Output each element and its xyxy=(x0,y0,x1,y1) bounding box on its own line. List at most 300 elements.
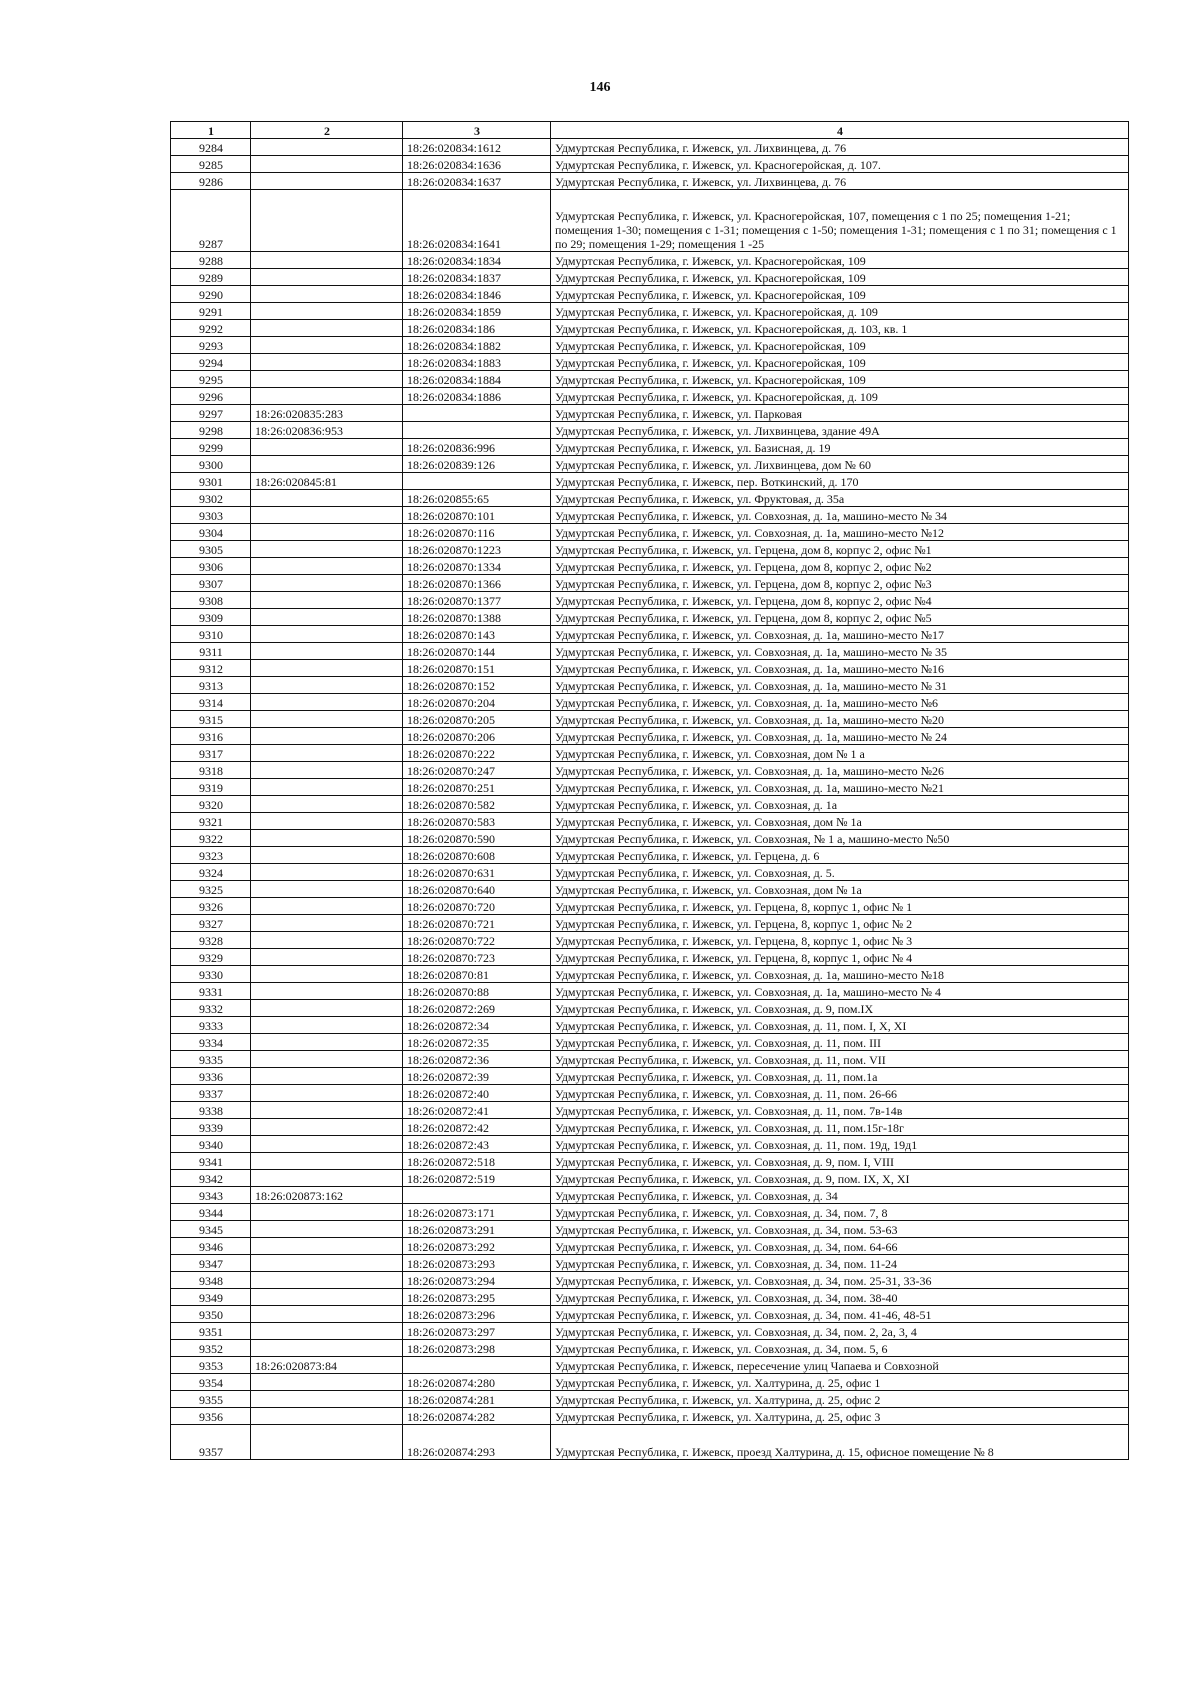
cadastral-block-number xyxy=(251,1136,403,1153)
cadastral-number: 18:26:020873:293 xyxy=(403,1255,551,1272)
table-row xyxy=(171,1136,1129,1153)
row-number: 9328 xyxy=(171,932,251,949)
table-row xyxy=(171,1425,1129,1460)
row-number: 9312 xyxy=(171,660,251,677)
table-row xyxy=(171,507,1129,524)
row-number: 9340 xyxy=(171,1136,251,1153)
cadastral-block-number xyxy=(251,354,403,371)
cadastral-block-number xyxy=(251,813,403,830)
cadastral-number: 18:26:020870:608 xyxy=(403,847,551,864)
cadastral-number xyxy=(403,422,551,439)
cadastral-block-number xyxy=(251,1000,403,1017)
cadastral-number: 18:26:020873:296 xyxy=(403,1306,551,1323)
cadastral-number: 18:26:020870:151 xyxy=(403,660,551,677)
table-row xyxy=(171,1153,1129,1170)
cadastral-block-number xyxy=(251,1221,403,1238)
cadastral-number: 18:26:020870:582 xyxy=(403,796,551,813)
table-row xyxy=(171,898,1129,915)
cadastral-block-number xyxy=(251,711,403,728)
cadastral-number: 18:26:020870:722 xyxy=(403,932,551,949)
address: Удмуртская Республика, г. Ижевск, ул. Совхозная, д. 11, пом.15г-18г xyxy=(551,1119,1129,1136)
table-row xyxy=(171,1119,1129,1136)
cadastral-number: 18:26:020870:205 xyxy=(403,711,551,728)
row-number: 9292 xyxy=(171,320,251,337)
cadastral-block-number xyxy=(251,762,403,779)
cadastral-block-number xyxy=(251,541,403,558)
row-number: 9348 xyxy=(171,1272,251,1289)
cadastral-number: 18:26:020874:281 xyxy=(403,1391,551,1408)
address: Удмуртская Республика, г. Ижевск, ул. Герцена, дом 8, корпус 2, офис №2 xyxy=(551,558,1129,575)
cadastral-block-number xyxy=(251,303,403,320)
address: Удмуртская Республика, г. Ижевск, ул. Совхозная, д. 9, пом. I, VIII xyxy=(551,1153,1129,1170)
address: Удмуртская Республика, г. Ижевск, ул. Герцена, 8, корпус 1, офис № 4 xyxy=(551,949,1129,966)
address: Удмуртская Республика, г. Ижевск, ул. Совхозная, д. 1а, машино-место №16 xyxy=(551,660,1129,677)
cadastral-block-number xyxy=(251,1255,403,1272)
table-row xyxy=(171,1085,1129,1102)
address: Удмуртская Республика, г. Ижевск, ул. Совхозная, д. 1а xyxy=(551,796,1129,813)
cadastral-number: 18:26:020873:295 xyxy=(403,1289,551,1306)
address: Удмуртская Республика, г. Ижевск, ул. Красногеройская, 109 xyxy=(551,252,1129,269)
address: Удмуртская Республика, г. Ижевск, ул. Красногеройская, д. 103, кв. 1 xyxy=(551,320,1129,337)
table-row xyxy=(171,779,1129,796)
row-number: 9285 xyxy=(171,156,251,173)
table-row xyxy=(171,286,1129,303)
row-number: 9317 xyxy=(171,745,251,762)
row-number: 9307 xyxy=(171,575,251,592)
address: Удмуртская Республика, г. Ижевск, ул. Совхозная, д. 34, пом. 41-46, 48-51 xyxy=(551,1306,1129,1323)
address: Удмуртская Республика, г. Ижевск, ул. Совхозная, д. 1а, машино-место №6 xyxy=(551,694,1129,711)
cadastral-block-number xyxy=(251,337,403,354)
address: Удмуртская Республика, г. Ижевск, ул. Красногеройская, 109 xyxy=(551,371,1129,388)
address: Удмуртская Республика, г. Ижевск, ул. Парковая xyxy=(551,405,1129,422)
cadastral-number xyxy=(403,473,551,490)
address: Удмуртская Республика, г. Ижевск, ул. Герцена, дом 8, корпус 2, офис №5 xyxy=(551,609,1129,626)
cadastral-number: 18:26:020872:518 xyxy=(403,1153,551,1170)
cadastral-number: 18:26:020870:1377 xyxy=(403,592,551,609)
address: Удмуртская Республика, г. Ижевск, ул. Красногеройская, д. 109 xyxy=(551,388,1129,405)
table-row xyxy=(171,643,1129,660)
cadastral-block-number xyxy=(251,1272,403,1289)
row-number: 9338 xyxy=(171,1102,251,1119)
row-number: 9321 xyxy=(171,813,251,830)
cadastral-block-number xyxy=(251,1408,403,1425)
cadastral-number: 18:26:020834:1641 xyxy=(403,190,551,252)
table-row xyxy=(171,609,1129,626)
cadastral-block-number xyxy=(251,1017,403,1034)
cadastral-block-number xyxy=(251,847,403,864)
row-number: 9341 xyxy=(171,1153,251,1170)
cadastral-number: 18:26:020870:206 xyxy=(403,728,551,745)
address: Удмуртская Республика, г. Ижевск, ул. Совхозная, дом № 1а xyxy=(551,813,1129,830)
table-row xyxy=(171,1204,1129,1221)
row-number: 9284 xyxy=(171,139,251,156)
cadastral-number: 18:26:020836:996 xyxy=(403,439,551,456)
cadastral-number: 18:26:020834:1859 xyxy=(403,303,551,320)
table-row xyxy=(171,1000,1129,1017)
table-row xyxy=(171,575,1129,592)
row-number: 9322 xyxy=(171,830,251,847)
cadastral-block-number xyxy=(251,575,403,592)
cadastral-number: 18:26:020872:40 xyxy=(403,1085,551,1102)
cadastral-number: 18:26:020873:297 xyxy=(403,1323,551,1340)
row-number: 9334 xyxy=(171,1034,251,1051)
address: Удмуртская Республика, г. Ижевск, ул. Совхозная, д. 34, пом. 38-40 xyxy=(551,1289,1129,1306)
cadastral-number: 18:26:020834:1612 xyxy=(403,139,551,156)
table-body xyxy=(171,139,1129,1460)
row-number: 9305 xyxy=(171,541,251,558)
cadastral-block-number xyxy=(251,915,403,932)
row-number: 9288 xyxy=(171,252,251,269)
cadastral-block-number: 18:26:020835:283 xyxy=(251,405,403,422)
cadastral-block-number xyxy=(251,156,403,173)
address: Удмуртская Республика, г. Ижевск, ул. Герцена, дом 8, корпус 2, офис №4 xyxy=(551,592,1129,609)
cadastral-number: 18:26:020874:293 xyxy=(403,1425,551,1460)
cadastral-number: 18:26:020834:1846 xyxy=(403,286,551,303)
cadastral-number: 18:26:020873:298 xyxy=(403,1340,551,1357)
cadastral-number: 18:26:020870:720 xyxy=(403,898,551,915)
row-number: 9302 xyxy=(171,490,251,507)
cadastral-number: 18:26:020855:65 xyxy=(403,490,551,507)
cadastral-block-number xyxy=(251,949,403,966)
table-row xyxy=(171,881,1129,898)
cadastral-number: 18:26:020870:251 xyxy=(403,779,551,796)
cadastral-number: 18:26:020872:269 xyxy=(403,1000,551,1017)
table-row xyxy=(171,762,1129,779)
cadastral-block-number xyxy=(251,643,403,660)
cadastral-block-number xyxy=(251,694,403,711)
cadastral-block-number xyxy=(251,983,403,1000)
address: Удмуртская Республика, г. Ижевск, ул. Совхозная, № 1 а, машино-место №50 xyxy=(551,830,1129,847)
table-row xyxy=(171,252,1129,269)
table-row xyxy=(171,983,1129,1000)
cadastral-block-number xyxy=(251,286,403,303)
row-number: 9324 xyxy=(171,864,251,881)
table-row xyxy=(171,371,1129,388)
cadastral-block-number xyxy=(251,558,403,575)
cadastral-number: 18:26:020834:1883 xyxy=(403,354,551,371)
address: Удмуртская Республика, г. Ижевск, ул. Базисная, д. 19 xyxy=(551,439,1129,456)
cadastral-number: 18:26:020870:1388 xyxy=(403,609,551,626)
row-number: 9325 xyxy=(171,881,251,898)
address: Удмуртская Республика, г. Ижевск, ул. Совхозная, д. 34, пом. 64-66 xyxy=(551,1238,1129,1255)
cadastral-number: 18:26:020870:143 xyxy=(403,626,551,643)
cadastral-block-number xyxy=(251,898,403,915)
table-row xyxy=(171,694,1129,711)
cadastral-block-number xyxy=(251,1034,403,1051)
row-number: 9295 xyxy=(171,371,251,388)
address: Удмуртская Республика, г. Ижевск, ул. Совхозная, д. 1а, машино-место № 4 xyxy=(551,983,1129,1000)
address: Удмуртская Республика, г. Ижевск, ул. Совхозная, д. 11, пом.1а xyxy=(551,1068,1129,1085)
row-number: 9296 xyxy=(171,388,251,405)
cadastral-number: 18:26:020834:1886 xyxy=(403,388,551,405)
cadastral-number: 18:26:020870:116 xyxy=(403,524,551,541)
table-row xyxy=(171,439,1129,456)
row-number: 9293 xyxy=(171,337,251,354)
row-number: 9318 xyxy=(171,762,251,779)
address: Удмуртская Республика, г. Ижевск, ул. Совхозная, д. 34, пом. 2, 2а, 3, 4 xyxy=(551,1323,1129,1340)
cadastral-number: 18:26:020870:152 xyxy=(403,677,551,694)
table-row xyxy=(171,660,1129,677)
cadastral-block-number xyxy=(251,779,403,796)
cadastral-block-number xyxy=(251,1102,403,1119)
address: Удмуртская Республика, г. Ижевск, ул. Совхозная, д. 1а, машино-место №12 xyxy=(551,524,1129,541)
table-row xyxy=(171,269,1129,286)
row-number: 9333 xyxy=(171,1017,251,1034)
address: Удмуртская Республика, г. Ижевск, ул. Лихвинцева, д. 76 xyxy=(551,139,1129,156)
address: Удмуртская Республика, г. Ижевск, ул. Герцена, дом 8, корпус 2, офис №3 xyxy=(551,575,1129,592)
cadastral-block-number xyxy=(251,1170,403,1187)
cadastral-block-number xyxy=(251,269,403,286)
cadastral-block-number xyxy=(251,1374,403,1391)
row-number: 9339 xyxy=(171,1119,251,1136)
cadastral-block-number xyxy=(251,796,403,813)
cadastral-block-number xyxy=(251,1085,403,1102)
cadastral-block-number xyxy=(251,252,403,269)
header-col-2: 2 xyxy=(251,122,403,139)
cadastral-number: 18:26:020834:1837 xyxy=(403,269,551,286)
row-number: 9286 xyxy=(171,173,251,190)
cadastral-number: 18:26:020870:247 xyxy=(403,762,551,779)
address: Удмуртская Республика, г. Ижевск, ул. Герцена, 8, корпус 1, офис № 3 xyxy=(551,932,1129,949)
address: Удмуртская Республика, г. Ижевск, ул. Красногеройская, 109 xyxy=(551,286,1129,303)
cadastral-block-number xyxy=(251,864,403,881)
address: Удмуртская Республика, г. Ижевск, пересечение улиц Чапаева и Совхозной xyxy=(551,1357,1129,1374)
table-row xyxy=(171,932,1129,949)
table-row xyxy=(171,558,1129,575)
table-row xyxy=(171,405,1129,422)
address: Удмуртская Республика, г. Ижевск, ул. Халтурина, д. 25, офис 2 xyxy=(551,1391,1129,1408)
cadastral-block-number xyxy=(251,1068,403,1085)
table-row xyxy=(171,1187,1129,1204)
cadastral-number xyxy=(403,405,551,422)
address: Удмуртская Республика, г. Ижевск, ул. Совхозная, д. 11, пом. III xyxy=(551,1034,1129,1051)
cadastral-block-number xyxy=(251,190,403,252)
address: Удмуртская Республика, г. Ижевск, ул. Совхозная, д. 11, пом. 7в-14в xyxy=(551,1102,1129,1119)
cadastral-block-number xyxy=(251,173,403,190)
address: Удмуртская Республика, г. Ижевск, ул. Красногеройская, 109 xyxy=(551,354,1129,371)
row-number: 9316 xyxy=(171,728,251,745)
table-row xyxy=(171,677,1129,694)
cadastral-number xyxy=(403,1187,551,1204)
table-row xyxy=(171,490,1129,507)
address: Удмуртская Республика, г. Ижевск, ул. Совхозная, д. 11, пом. 26-66 xyxy=(551,1085,1129,1102)
address: Удмуртская Республика, г. Ижевск, ул. Совхозная, д. 34 xyxy=(551,1187,1129,1204)
table-row xyxy=(171,473,1129,490)
row-number: 9303 xyxy=(171,507,251,524)
row-number: 9347 xyxy=(171,1255,251,1272)
cadastral-block-number xyxy=(251,1289,403,1306)
row-number: 9298 xyxy=(171,422,251,439)
address: Удмуртская Республика, г. Ижевск, ул. Совхозная, д. 1а, машино-место № 34 xyxy=(551,507,1129,524)
row-number: 9345 xyxy=(171,1221,251,1238)
row-number: 9353 xyxy=(171,1357,251,1374)
table-row xyxy=(171,813,1129,830)
cadastral-number: 18:26:020874:282 xyxy=(403,1408,551,1425)
header-col-1: 1 xyxy=(171,122,251,139)
cadastral-block-number xyxy=(251,320,403,337)
address: Удмуртская Республика, г. Ижевск, ул. Герцена, 8, корпус 1, офис № 1 xyxy=(551,898,1129,915)
row-number: 9344 xyxy=(171,1204,251,1221)
cadastral-number: 18:26:020870:723 xyxy=(403,949,551,966)
row-number: 9332 xyxy=(171,1000,251,1017)
address: Удмуртская Республика, г. Ижевск, ул. Совхозная, д. 34, пом. 53-63 xyxy=(551,1221,1129,1238)
row-number: 9335 xyxy=(171,1051,251,1068)
row-number: 9289 xyxy=(171,269,251,286)
address: Удмуртская Республика, г. Ижевск, ул. Совхозная, д. 34, пом. 5, 6 xyxy=(551,1340,1129,1357)
cadastral-block-number xyxy=(251,660,403,677)
row-number: 9349 xyxy=(171,1289,251,1306)
row-number: 9329 xyxy=(171,949,251,966)
table-row xyxy=(171,1272,1129,1289)
table-row xyxy=(171,303,1129,320)
cadastral-number: 18:26:020873:292 xyxy=(403,1238,551,1255)
table-row xyxy=(171,190,1129,252)
table-row xyxy=(171,830,1129,847)
row-number: 9311 xyxy=(171,643,251,660)
table-row xyxy=(171,864,1129,881)
cadastral-number: 18:26:020834:186 xyxy=(403,320,551,337)
cadastral-block-number xyxy=(251,677,403,694)
cadastral-block-number xyxy=(251,1153,403,1170)
cadastral-block-number xyxy=(251,1204,403,1221)
cadastral-number: 18:26:020870:204 xyxy=(403,694,551,711)
cadastral-number: 18:26:020839:126 xyxy=(403,456,551,473)
table-row xyxy=(171,1034,1129,1051)
cadastral-block-number xyxy=(251,1425,403,1460)
cadastral-number: 18:26:020870:721 xyxy=(403,915,551,932)
cadastral-number: 18:26:020870:1223 xyxy=(403,541,551,558)
cadastral-number: 18:26:020874:280 xyxy=(403,1374,551,1391)
row-number: 9356 xyxy=(171,1408,251,1425)
address: Удмуртская Республика, г. Ижевск, ул. Красногеройская, 107, помещения с 1 по 25; помещения 1-21; помещения 1-30; помещения с 1-31; помещения с 1-50; помещения 1-31; помещения с 1 по 31; помещения с 1 по 29; помещения 1-29; помещения 1 -25 xyxy=(551,190,1129,252)
table-row xyxy=(171,1017,1129,1034)
address: Удмуртская Республика, г. Ижевск, ул. Совхозная, д. 9, пом.IX xyxy=(551,1000,1129,1017)
address: Удмуртская Республика, г. Ижевск, ул. Совхозная, д. 1а, машино-место № 24 xyxy=(551,728,1129,745)
cadastral-block-number xyxy=(251,507,403,524)
cadastral-block-number xyxy=(251,490,403,507)
address: Удмуртская Республика, г. Ижевск, ул. Красногеройская, д. 109 xyxy=(551,303,1129,320)
cadastral-block-number xyxy=(251,830,403,847)
table-row xyxy=(171,388,1129,405)
table-row xyxy=(171,1357,1129,1374)
cadastral-number: 18:26:020870:1366 xyxy=(403,575,551,592)
row-number: 9306 xyxy=(171,558,251,575)
table-row xyxy=(171,728,1129,745)
cadastral-number: 18:26:020872:34 xyxy=(403,1017,551,1034)
table-row xyxy=(171,541,1129,558)
table-row xyxy=(171,524,1129,541)
table-row xyxy=(171,139,1129,156)
table-row xyxy=(171,1408,1129,1425)
table-row xyxy=(171,711,1129,728)
table-row xyxy=(171,1238,1129,1255)
table-row xyxy=(171,1391,1129,1408)
cadastral-block-number xyxy=(251,1119,403,1136)
table-row xyxy=(171,1170,1129,1187)
cadastral-block-number: 18:26:020836:953 xyxy=(251,422,403,439)
address: Удмуртская Республика, г. Ижевск, ул. Совхозная, д. 1а, машино-место №20 xyxy=(551,711,1129,728)
cadastral-number: 18:26:020834:1884 xyxy=(403,371,551,388)
cadastral-number: 18:26:020872:43 xyxy=(403,1136,551,1153)
table-row xyxy=(171,422,1129,439)
table-row xyxy=(171,1374,1129,1391)
cadastral-block-number xyxy=(251,966,403,983)
row-number: 9299 xyxy=(171,439,251,456)
table-row xyxy=(171,966,1129,983)
cadastral-number: 18:26:020870:640 xyxy=(403,881,551,898)
cadastral-block-number: 18:26:020873:84 xyxy=(251,1357,403,1374)
table-row xyxy=(171,1102,1129,1119)
table-header xyxy=(171,122,1129,139)
row-number: 9327 xyxy=(171,915,251,932)
registry-table xyxy=(170,121,1129,1460)
cadastral-number: 18:26:020873:291 xyxy=(403,1221,551,1238)
cadastral-number: 18:26:020834:1637 xyxy=(403,173,551,190)
row-number: 9314 xyxy=(171,694,251,711)
address: Удмуртская Республика, г. Ижевск, ул. Герцена, 8, корпус 1, офис № 2 xyxy=(551,915,1129,932)
table-row xyxy=(171,1340,1129,1357)
cadastral-block-number xyxy=(251,524,403,541)
row-number: 9346 xyxy=(171,1238,251,1255)
row-number: 9351 xyxy=(171,1323,251,1340)
cadastral-number xyxy=(403,1357,551,1374)
address: Удмуртская Республика, г. Ижевск, ул. Герцена, дом 8, корпус 2, офис №1 xyxy=(551,541,1129,558)
cadastral-number: 18:26:020834:1882 xyxy=(403,337,551,354)
cadastral-number: 18:26:020872:35 xyxy=(403,1034,551,1051)
cadastral-number: 18:26:020872:519 xyxy=(403,1170,551,1187)
row-number: 9320 xyxy=(171,796,251,813)
cadastral-number: 18:26:020870:631 xyxy=(403,864,551,881)
table-row xyxy=(171,626,1129,643)
table-row xyxy=(171,173,1129,190)
cadastral-number: 18:26:020870:590 xyxy=(403,830,551,847)
table-row xyxy=(171,1323,1129,1340)
cadastral-block-number: 18:26:020845:81 xyxy=(251,473,403,490)
address: Удмуртская Республика, г. Ижевск, ул. Совхозная, д. 34, пом. 11-24 xyxy=(551,1255,1129,1272)
address: Удмуртская Республика, г. Ижевск, ул. Лихвинцева, здание 49А xyxy=(551,422,1129,439)
row-number: 9297 xyxy=(171,405,251,422)
row-number: 9291 xyxy=(171,303,251,320)
row-number: 9352 xyxy=(171,1340,251,1357)
cadastral-block-number xyxy=(251,1391,403,1408)
row-number: 9357 xyxy=(171,1425,251,1460)
table-row xyxy=(171,456,1129,473)
row-number: 9309 xyxy=(171,609,251,626)
cadastral-block-number xyxy=(251,1306,403,1323)
cadastral-number: 18:26:020870:88 xyxy=(403,983,551,1000)
cadastral-block-number xyxy=(251,745,403,762)
row-number: 9308 xyxy=(171,592,251,609)
table-row xyxy=(171,320,1129,337)
row-number: 9319 xyxy=(171,779,251,796)
address: Удмуртская Республика, г. Ижевск, ул. Совхозная, д. 1а, машино-место № 31 xyxy=(551,677,1129,694)
row-number: 9337 xyxy=(171,1085,251,1102)
cadastral-block-number xyxy=(251,1340,403,1357)
cadastral-block-number xyxy=(251,932,403,949)
cadastral-number: 18:26:020872:39 xyxy=(403,1068,551,1085)
cadastral-number: 18:26:020872:42 xyxy=(403,1119,551,1136)
row-number: 9330 xyxy=(171,966,251,983)
header-row xyxy=(171,122,1129,139)
cadastral-number: 18:26:020870:583 xyxy=(403,813,551,830)
cadastral-block-number xyxy=(251,439,403,456)
address: Удмуртская Республика, г. Ижевск, ул. Совхозная, д. 1а, машино-место №17 xyxy=(551,626,1129,643)
cadastral-number: 18:26:020870:1334 xyxy=(403,558,551,575)
cadastral-block-number xyxy=(251,371,403,388)
cadastral-block-number xyxy=(251,1238,403,1255)
address: Удмуртская Республика, г. Ижевск, ул. Совхозная, дом № 1а xyxy=(551,881,1129,898)
cadastral-block-number xyxy=(251,609,403,626)
